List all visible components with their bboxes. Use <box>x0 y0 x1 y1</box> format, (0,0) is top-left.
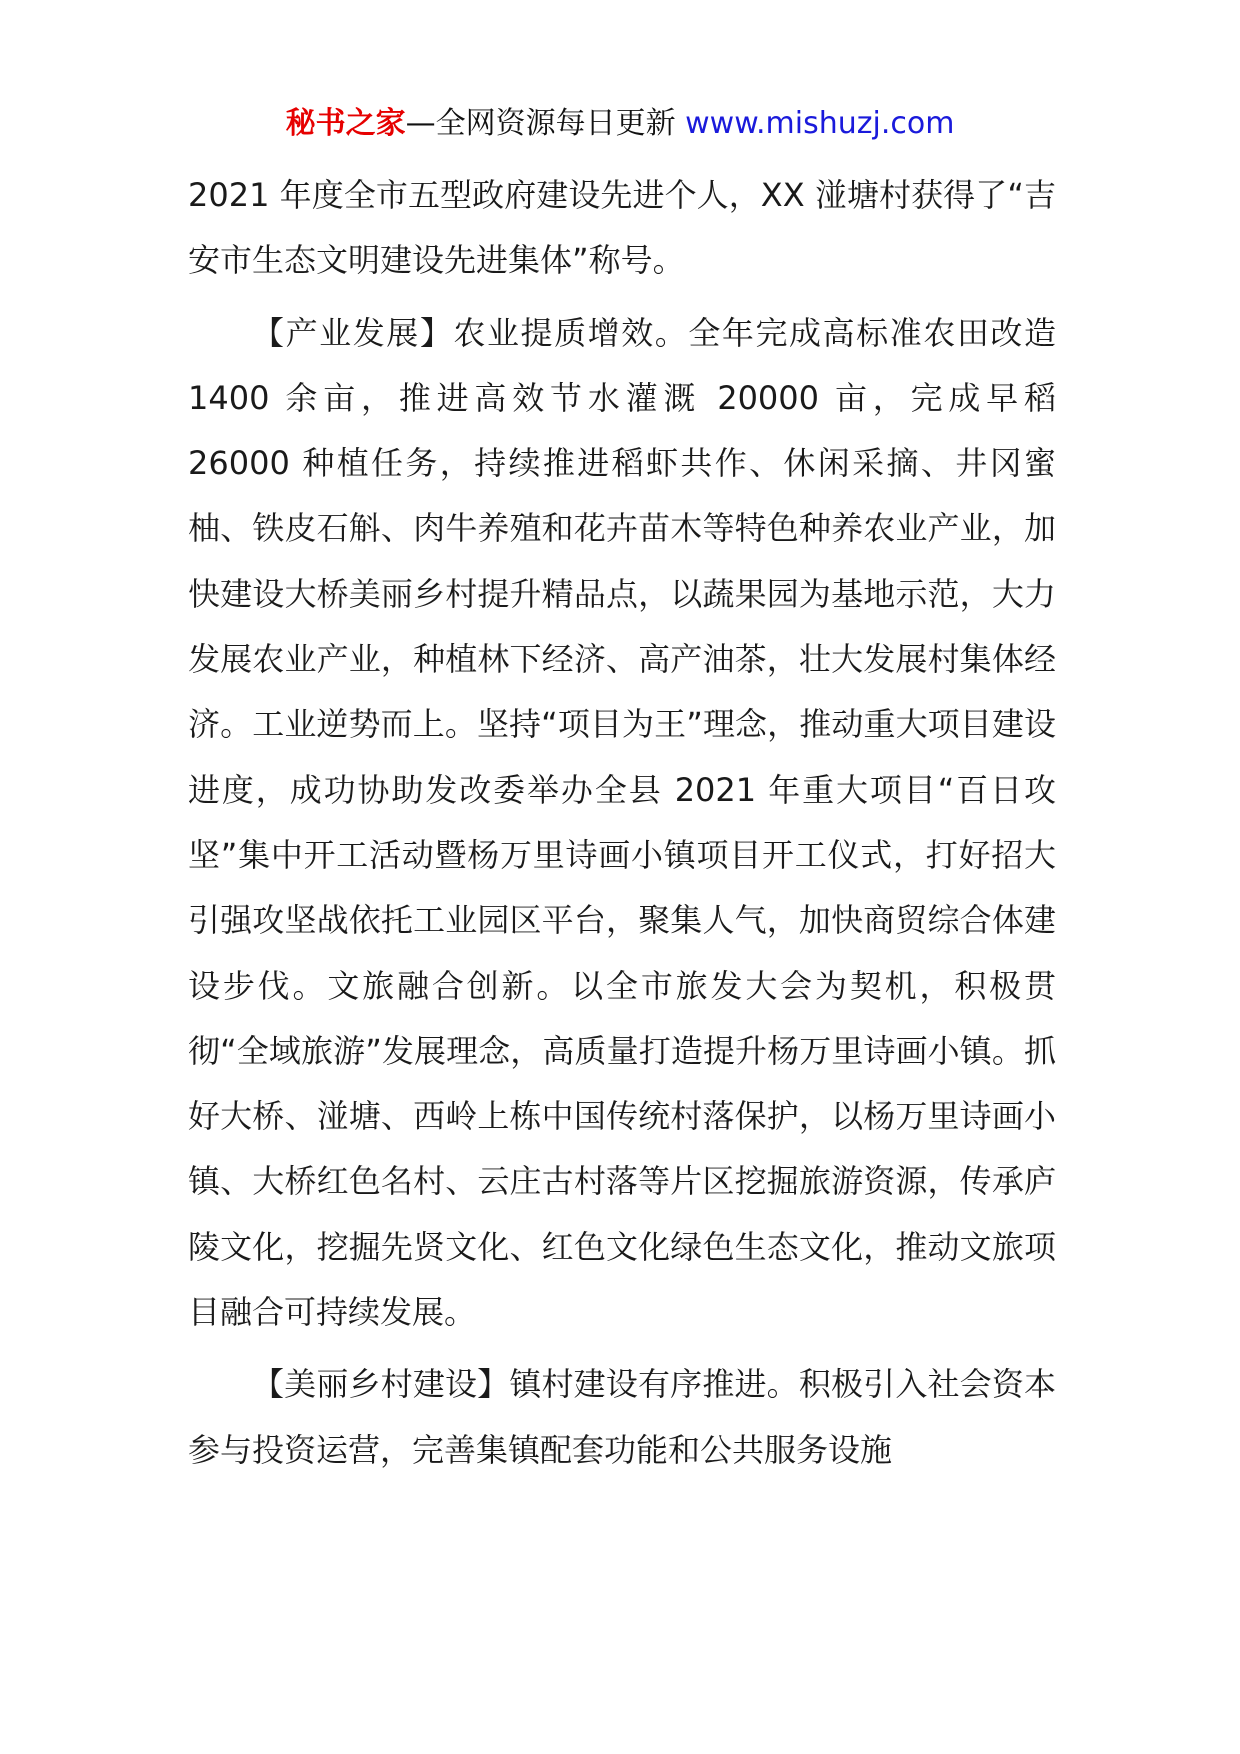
document-body <box>188 163 1056 1483</box>
paragraph-industry-development: 【产业发展】农业提质增效。全年完成高标准农田改造 1400 余亩，推进高效节水灌溉 20000 亩，完成早稻 26000 种植任务，持续推进稻虾共作、休闲采摘、井冈蜜柚、铁皮石斛、肉牛养殖和花卉苗木等特色种养农业产业，加快建设大桥美丽乡村提升精品点，以蔬果园为基地示范，大力发展农业产业，种植林下经济、高产油茶，壮大发展村集体经济。工业逆势而上。坚持“项目为王”理念，推动重大项目建设进度，成功协助发改委举办全县 2021 年重大项目“百日攻坚”集中开工活动暨杨万里诗画小镇项目开工仪式，打好招大引强攻坚战依托工业园区平台，聚集人气，加快商贸综合体建设步伐。文旅融合创新。以全市旅发大会为契机，积极贯彻“全域旅游”发展理念，高质量打造提升杨万里诗画小镇。抓好大桥、湴塘、西岭上栋中国传统村落保护，以杨万里诗画小镇、大桥红色名村、云庄古村落等片区挖掘旅游资源，传承庐陵文化，挖掘先贤文化、红色文化绿色生态文化，推动文旅项目融合可持续发展。 <box>188 313 1056 1332</box>
paragraph-beautiful-village: 【美丽乡村建设】镇村建设有序推进。积极引入社会资本参与投资运营，完善集镇配套功能和公共服务设施 <box>188 1365 1056 1469</box>
brand-name: 秘书之家 <box>285 106 406 141</box>
header-tagline: —全网资源每日更新 <box>405 106 676 141</box>
site-url-link[interactable]: www.mishuzj.com <box>685 106 955 141</box>
watermark-header <box>0 104 1240 144</box>
paragraph-continuation: 2021 年度全市五型政府建设先进个人，XX 湴塘村获得了“吉安市生态文明建设先进集体”称号。 <box>188 176 1056 280</box>
